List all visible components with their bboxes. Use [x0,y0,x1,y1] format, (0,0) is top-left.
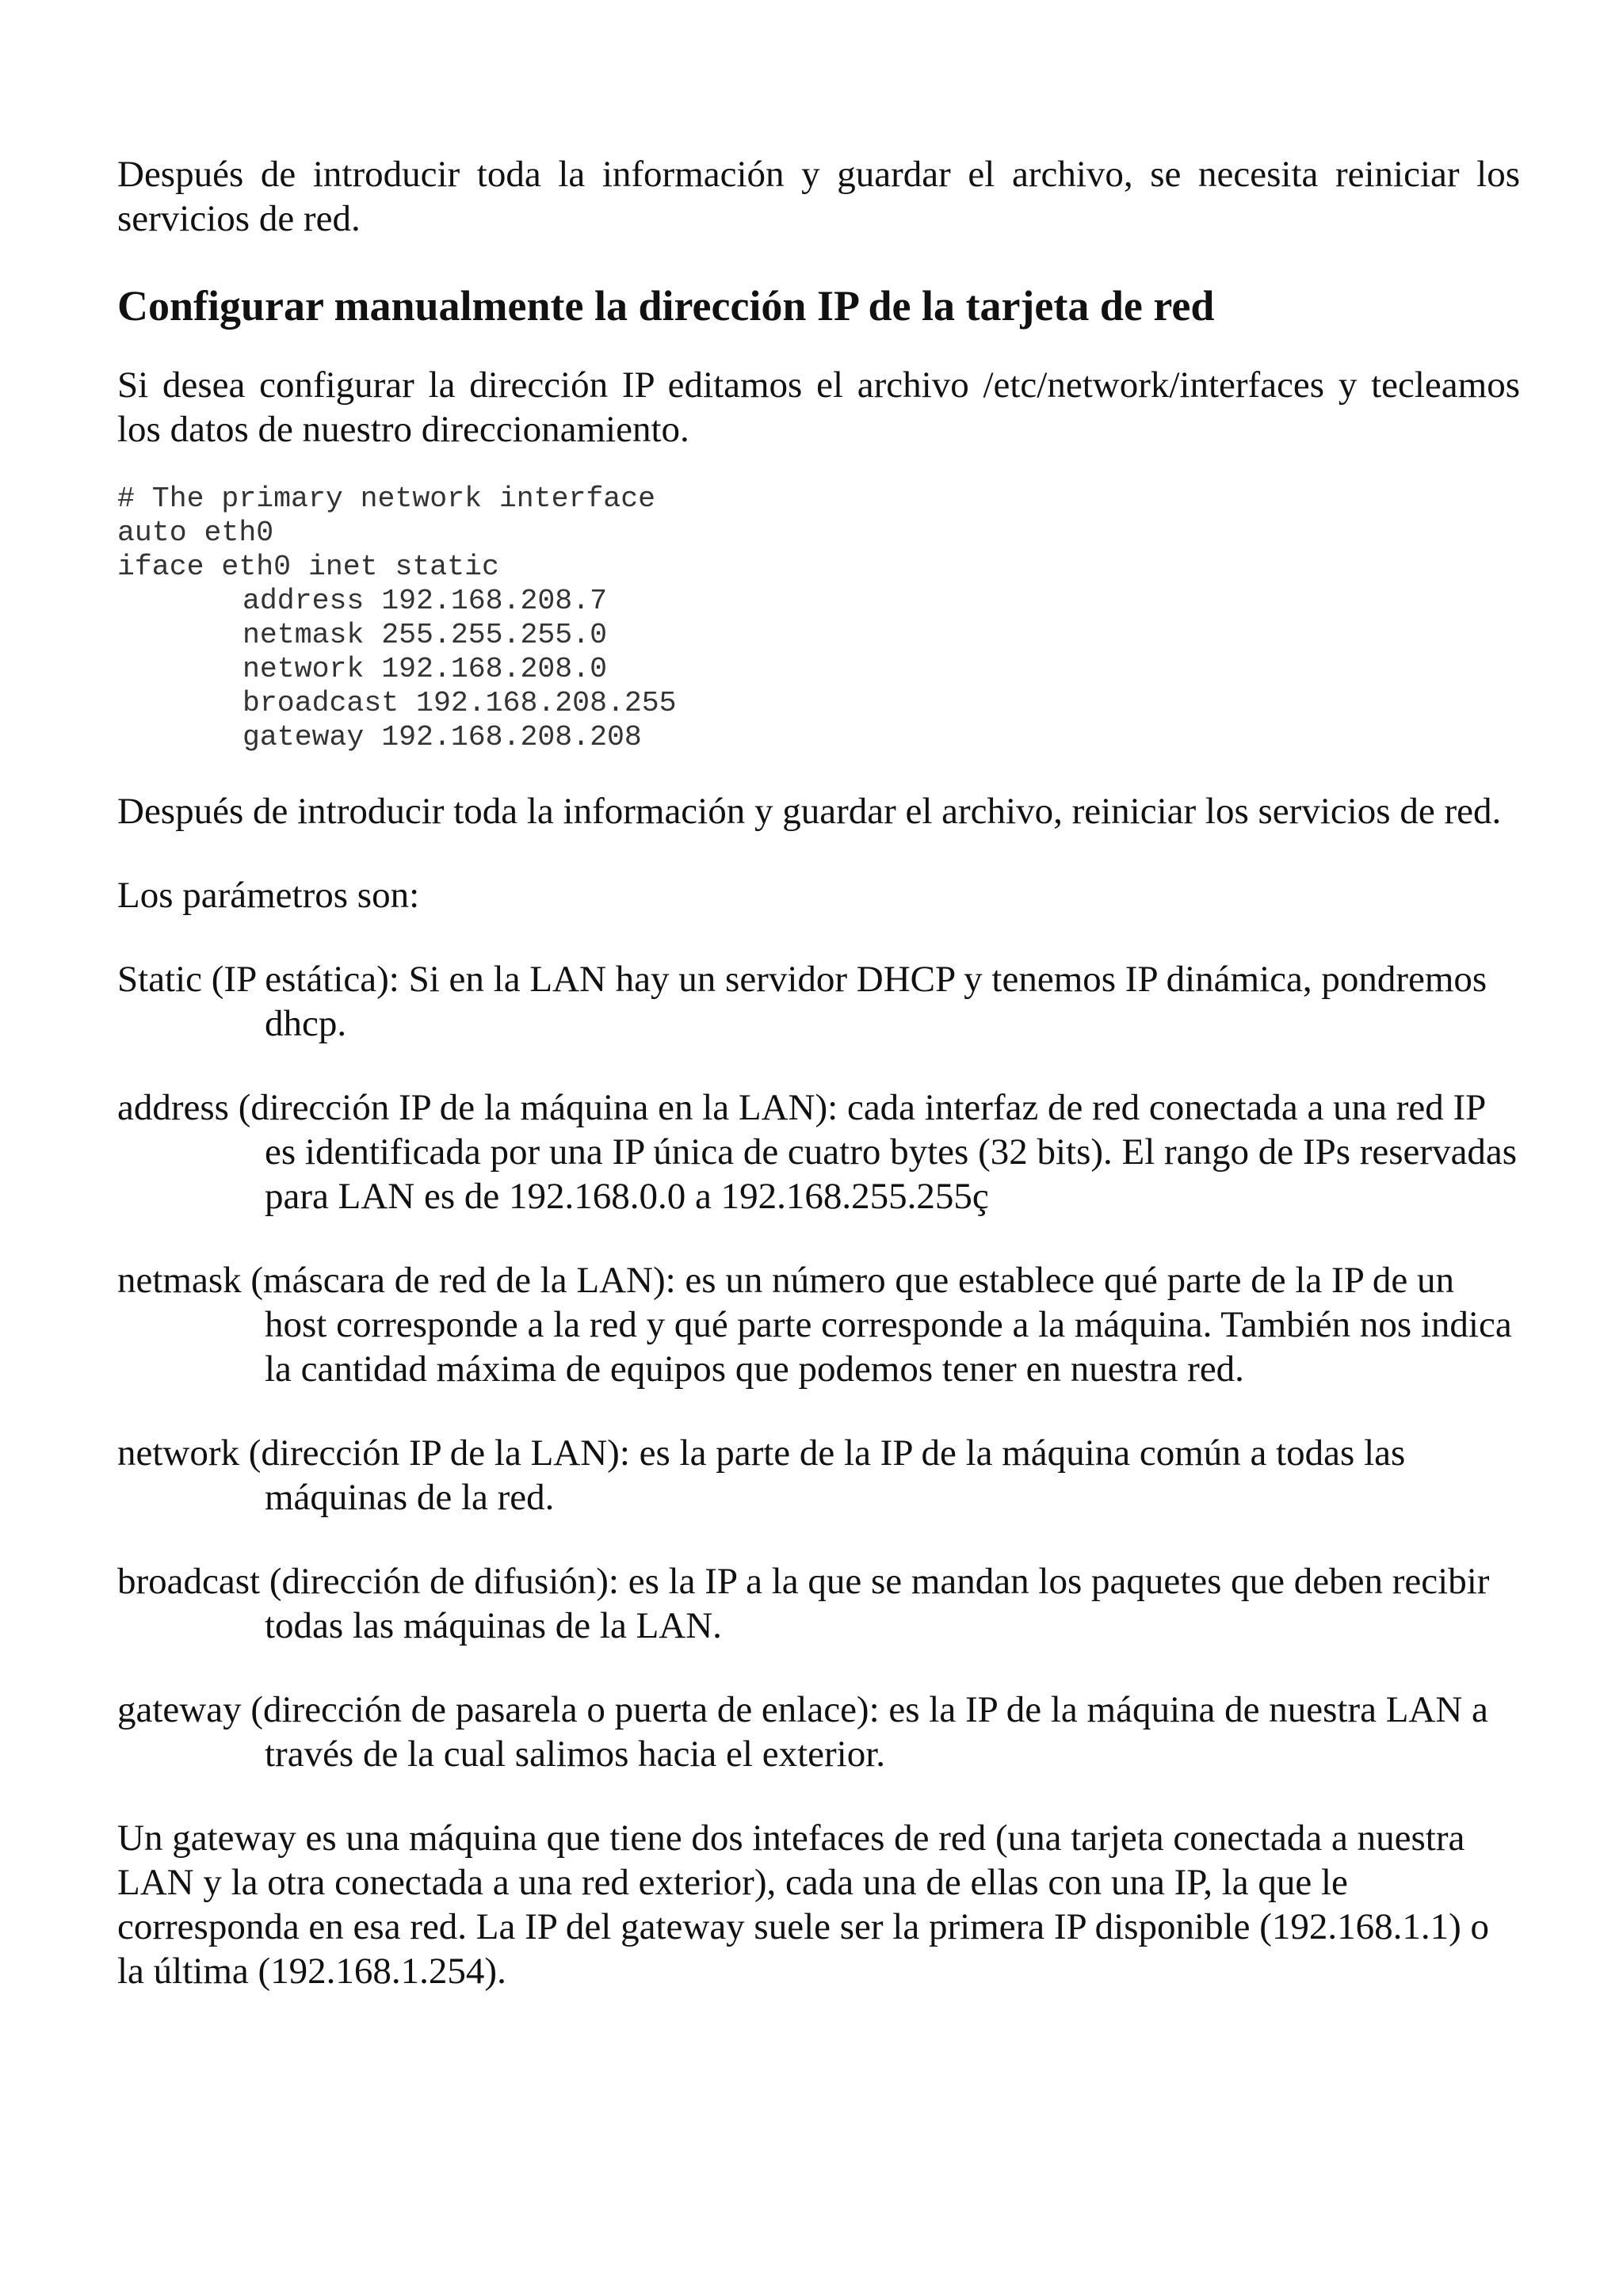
restart-paragraph: Después de introducir toda la información y guardar el archivo, reiniciar los servicios de red. [117,791,1502,832]
document-page [117,152,1520,1993]
definition-gateway: gateway (dirección de pasarela o puerta de enlace): es la IP de la máquina de nuestra LAN a través de la cual salimos hacia el exterior. [117,1689,1488,1775]
code-line: iface eth0 inet static [117,551,499,583]
definition-network: network (dirección IP de la LAN): es la parte de la IP de la máquina común a todas las máquinas de la red. [117,1432,1406,1518]
code-line-network: network 192.168.208.0 [242,653,607,685]
definition-netmask: netmask (máscara de red de la LAN): es un número que establece qué parte de la IP de un host corresponde a la red y qué parte corresponde a la máquina. También nos indica la cantidad máxima de equipos que podemos tener en nuestra red. [117,1260,1512,1390]
params-intro: Los parámetros son: [117,875,420,916]
definition-static: Static (IP estática): Si en la LAN hay un servidor DHCP y tenemos IP dinámica, pondremos dhcp. [117,959,1487,1044]
code-line: # The primary network interface [117,482,656,515]
code-line-gateway: gateway 192.168.208.208 [242,721,642,753]
definition-broadcast: broadcast (dirección de difusión): es la IP a la que se mandan los paquetes que deben recibir todas las máquinas de la LAN. [117,1561,1490,1646]
code-line: auto eth0 [117,517,274,549]
definition-address: address (dirección IP de la máquina en la LAN): cada interfaz de red conectada a una red IP es identificada por una IP única de cuatro bytes (32 bits). El rango de IPs reservadas para LAN es de 192.168.0.0 a 192.168.255.255ç [117,1087,1518,1217]
code-line-netmask: netmask 255.255.255.0 [242,619,607,651]
config-paragraph: Si desea configurar la dirección IP editamos el archivo /etc/network/interfaces y tecleamos los datos de nuestro direccionamiento. [117,364,1520,450]
intro-paragraph: Después de introducir toda la información y guardar el archivo, se necesita reiniciar los servicios de red. [117,154,1520,239]
code-block [117,482,1520,754]
code-line-broadcast: broadcast 192.168.208.255 [242,687,677,719]
closing-paragraph: Un gateway es una máquina que tiene dos intefaces de red (una tarjeta conectada a nuestra LAN y la otra conectada a una red exterior), cada una de ellas con una IP, la que le corresponda en esa red. La IP del gateway suele ser la primera IP disponible (192.168.1.1) o la última (192.168.1.254). [117,1817,1490,1992]
code-line-address: address 192.168.208.7 [242,585,607,617]
section-heading: Configurar manualmente la dirección IP de la tarjeta de red [117,282,1215,330]
